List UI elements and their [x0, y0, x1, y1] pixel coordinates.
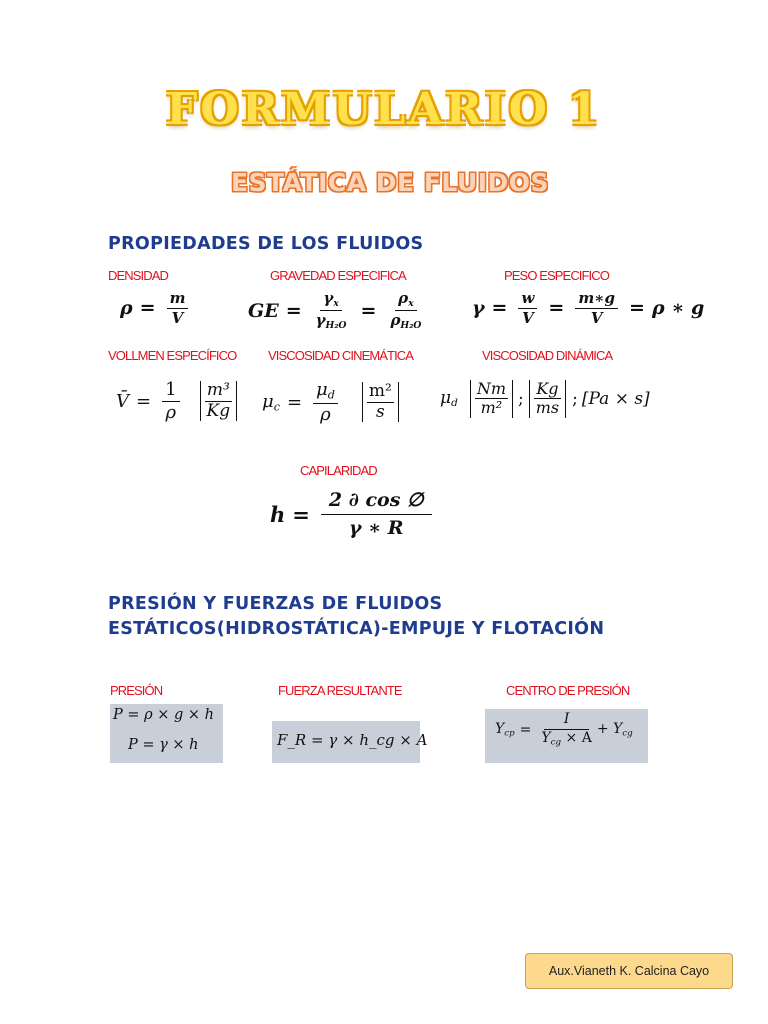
formula-cp-num: I	[544, 712, 590, 730]
label-kinematic-viscosity: VISCOSIDAD CINEMÁTICA	[268, 348, 414, 363]
formula-cp-plus-sub: cg	[622, 729, 633, 740]
section-heading-pressure-line1: PRESIÓN Y FUERZAS DE FLUIDOS	[108, 594, 443, 614]
formula-sv-unit	[200, 381, 238, 421]
formula-dv-unit1	[470, 380, 513, 418]
label-density: DENSIDAD	[108, 268, 168, 283]
formula-sw-num2: m∗g	[575, 290, 618, 309]
center-of-pressure-formula-box	[485, 709, 648, 763]
formula-cap-num: 2 ∂ cos ∅	[321, 490, 432, 515]
formula-ge-num1: γ	[323, 289, 334, 307]
formula-dv-unit1-num: Nm	[476, 379, 506, 398]
formula-density-num: m	[167, 290, 189, 309]
formula-sv-num: 1	[162, 380, 179, 402]
formula-dv-unit2	[529, 380, 566, 418]
formula-dv-unit1-den: m²	[480, 398, 503, 418]
section-heading-properties: PROPIEDADES DE LOS FLUIDOS	[108, 234, 424, 254]
formula-resultant-force: F_R = γ × h_cg × A	[277, 731, 428, 749]
formula-ge-den2: ρ	[390, 311, 401, 329]
formula-dv-lhs: μ	[440, 388, 452, 409]
formula-sv-unit-den: Kg	[206, 400, 231, 421]
formula-pressure-line2: P = γ × h	[128, 737, 199, 753]
resultant-force-formula-box	[272, 721, 428, 763]
formula-ge-lhs: GE	[248, 299, 279, 322]
formula-specific-gravity: GE = $\frac{\gamma_x}{\gamma_{H_2O}}$ = $\frac{\rho_x}{\rho_{H_2O}}$	[248, 289, 422, 331]
formula-ge-den1-sub: H₂O	[325, 319, 347, 331]
label-capillarity: CAPILARIDAD	[300, 463, 377, 478]
label-dynamic-viscosity: VISCOSIDAD DINÁMICA	[482, 348, 613, 363]
formula-kv-num-sub: d	[327, 388, 335, 402]
formula-kv-num: μ	[316, 379, 328, 400]
formula-sw-rhs: ρ ∗ g	[651, 297, 705, 319]
formula-kv-lhs-sub: c	[273, 400, 280, 414]
formula-sv-unit-num: m³	[206, 380, 230, 401]
formula-sw-den2: V	[590, 308, 603, 327]
label-pressure: PRESIÓN	[110, 683, 163, 698]
formula-kinematic-viscosity: $\mu_c$ = $\frac{\mu_d}{\rho}$ $\frac{\text{m²}}{s}$	[262, 380, 401, 424]
formula-dv-unit2-num: Kg	[536, 379, 559, 398]
formula-center-of-pressure: $Y_{cp}$ = $\frac{I}{Y_{cg} \times A}$ + $Y_{cg}$	[495, 711, 633, 748]
formula-cap-den: γ ∗ R	[348, 516, 404, 539]
pressure-formula-box	[110, 704, 223, 763]
formula-sv-lhs: V̄	[116, 390, 129, 412]
formula-sw-den1: V	[522, 308, 534, 327]
formula-kv-unit	[362, 382, 399, 422]
formula-cp-plus: + Y	[596, 721, 623, 738]
formula-cp-den-sub: cg	[550, 737, 562, 748]
label-resultant-force: FUERZA RESULTANTE	[278, 683, 402, 698]
formula-dv-unit3: [Pa × s]	[581, 388, 650, 409]
formula-kv-unit-num: m²	[368, 381, 392, 402]
formula-kv-den: ρ	[320, 403, 331, 425]
formula-sw-num1: w	[518, 290, 537, 309]
formula-dv-sep2: ;	[572, 388, 578, 409]
formula-specific-volume: V̄ = $\frac{1}{\rho}$ $\frac{\text{m³}}{Kg}$	[116, 380, 239, 423]
label-specific-volume: VOLLMEN ESPECÍFICO	[108, 348, 237, 363]
formula-pressure-line1: P = ρ × g × h	[113, 707, 215, 723]
formula-cp-lhs: Y	[495, 721, 505, 738]
formula-ge-num1-sub: x	[333, 297, 339, 309]
formula-specific-weight: γ = $\frac{w}{V}$ = $\frac{m∗g}{V}$ = ρ ∗ g	[472, 289, 705, 327]
formula-dv-lhs-sub: d	[451, 397, 458, 410]
formula-ge-den1: γ	[315, 311, 326, 329]
author-footer: Aux.Vianeth K. Calcina Cayo	[525, 953, 733, 989]
formula-kv-lhs: μ	[262, 391, 274, 413]
formula-density-lhs: ρ	[120, 297, 133, 319]
label-specific-gravity: GRAVEDAD ESPECIFICA	[270, 268, 406, 283]
label-center-of-pressure: CENTRO DE PRESIÓN	[506, 683, 630, 698]
formula-ge-num2: ρ	[398, 289, 409, 307]
page-title: FORMULARIO 1	[166, 84, 602, 135]
formula-cap-lhs: h	[270, 501, 286, 527]
formula-sv-den: ρ	[165, 401, 177, 423]
formula-cp-den-tail: × A	[565, 730, 592, 747]
formula-dynamic-viscosity	[440, 380, 650, 418]
formula-kv-unit-den: s	[376, 401, 385, 422]
formula-density-den: V	[171, 308, 184, 327]
formula-ge-den2-sub: H₂O	[400, 319, 422, 331]
page-subtitle: ESTÁTICA DE FLUIDOS	[230, 168, 550, 197]
formula-ge-num2-sub: x	[408, 297, 414, 309]
formula-cp-lhs-sub: cp	[504, 729, 515, 740]
formula-dv-unit2-den: ms	[535, 398, 560, 418]
label-specific-weight: PESO ESPECIFICO	[504, 268, 609, 283]
formula-sw-lhs: γ	[472, 297, 485, 319]
section-heading-pressure-line2: ESTÁTICOS(HIDROSTÁTICA)-EMPUJE Y FLOTACIÓN	[108, 619, 605, 639]
formula-dv-sep1: ;	[517, 388, 524, 409]
formula-cp-den: Y	[541, 730, 551, 747]
formula-density: ρ = $\frac{m}{V}$	[120, 290, 192, 326]
formula-capillarity: h = $\frac{2 \partial \cos \emptyset}{\gamma ∗ R}$	[270, 490, 436, 539]
